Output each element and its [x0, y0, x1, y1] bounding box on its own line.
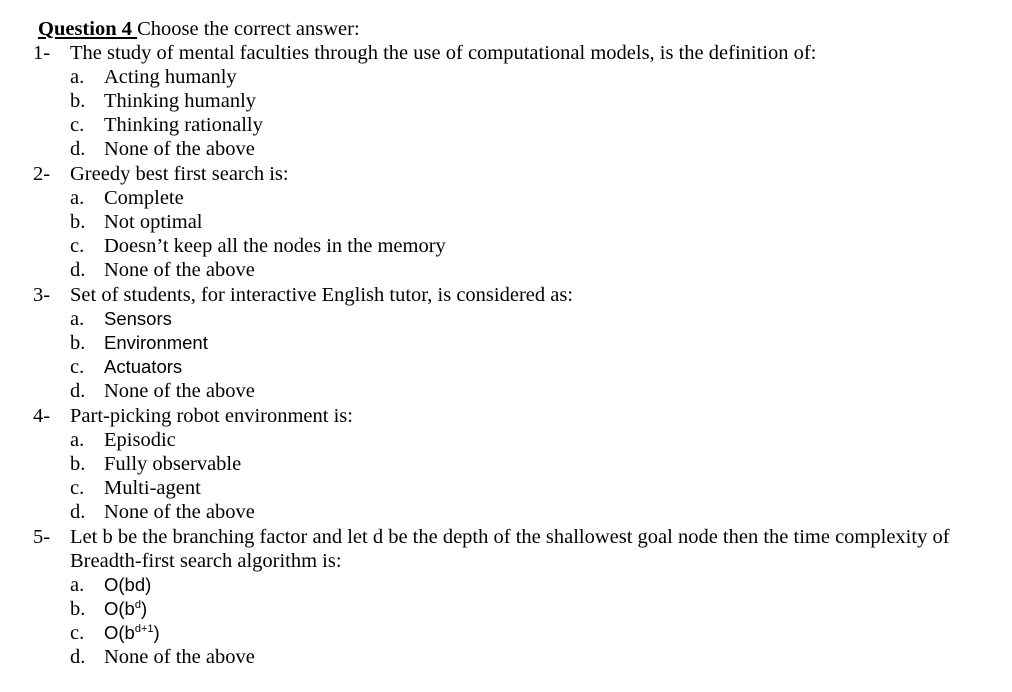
option-text: Environment	[104, 332, 208, 353]
option-text: Episodic	[104, 429, 176, 451]
option-formula	[104, 598, 147, 619]
option-letter: a.	[70, 574, 85, 596]
option-3b	[70, 331, 208, 355]
option-1d	[70, 137, 255, 161]
question-label: Question 4	[38, 18, 138, 40]
option-1a	[70, 65, 237, 89]
option-letter: a.	[70, 66, 85, 88]
option-letter: a.	[70, 187, 85, 209]
question-1	[33, 41, 816, 65]
question-3	[33, 283, 573, 307]
question-instruction: Choose the correct answer:	[137, 18, 360, 40]
option-text: Not optimal	[104, 211, 203, 233]
option-text: Doesn’t keep all the nodes in the memory	[104, 235, 446, 257]
option-letter: c.	[70, 235, 85, 257]
question-text: Let b be the branching factor and let d be the depth of the shallowest goal node then the time complexity of	[70, 526, 950, 548]
option-5a	[70, 573, 151, 597]
option-text: None of the above	[104, 380, 255, 402]
option-4a	[70, 428, 176, 452]
option-3a	[70, 307, 172, 331]
option-letter: c.	[70, 622, 85, 644]
formula-exponent: d+1	[134, 623, 154, 635]
option-4b	[70, 452, 241, 476]
question-text: The study of mental faculties through the use of computational models, is the definition of:	[70, 42, 817, 64]
option-2d	[70, 258, 255, 282]
option-letter: b.	[70, 211, 86, 233]
option-letter: b.	[70, 332, 86, 354]
question-4	[33, 404, 353, 428]
option-text: Fully observable	[104, 453, 242, 475]
question-number: 4-	[33, 405, 51, 427]
option-1b	[70, 89, 256, 113]
option-letter: d.	[70, 501, 86, 523]
option-letter: d.	[70, 259, 86, 281]
question-5	[33, 525, 950, 549]
formula-close: )	[153, 622, 160, 643]
question-heading	[38, 17, 360, 41]
option-letter: d.	[70, 646, 86, 668]
option-text: None of the above	[104, 646, 255, 668]
option-letter: b.	[70, 453, 86, 475]
formula-close: )	[140, 598, 148, 619]
question-number: 3-	[33, 284, 51, 306]
option-text: Complete	[104, 187, 184, 209]
option-3d	[70, 379, 255, 403]
option-letter: b.	[70, 90, 86, 112]
question-number: 1-	[33, 42, 51, 64]
option-letter: d.	[70, 138, 86, 160]
formula-base: O(b	[104, 598, 135, 619]
option-5d	[70, 645, 255, 669]
option-5c	[70, 621, 160, 645]
option-letter: c.	[70, 114, 85, 136]
question-5-continuation: Breadth-first search algorithm is:	[70, 550, 342, 572]
option-text: None of the above	[104, 138, 255, 160]
option-letter: c.	[70, 477, 85, 499]
question-text: Part-picking robot environment is:	[70, 405, 353, 427]
option-letter: b.	[70, 598, 86, 620]
option-letter: a.	[70, 429, 85, 451]
option-text: None of the above	[104, 259, 255, 281]
option-text: None of the above	[104, 501, 255, 523]
formula-base: O(b	[104, 622, 135, 643]
question-number: 2-	[33, 163, 51, 185]
option-2b	[70, 210, 203, 234]
option-1c	[70, 113, 263, 137]
question-text: Greedy best first search is:	[70, 163, 289, 185]
option-letter: d.	[70, 380, 86, 402]
option-text: Acting humanly	[104, 66, 237, 88]
option-text: Actuators	[104, 356, 183, 377]
option-2c	[70, 234, 446, 258]
option-formula	[104, 622, 160, 643]
option-letter: a.	[70, 308, 85, 330]
option-3c	[70, 355, 182, 379]
question-2	[33, 162, 289, 186]
question-number: 5-	[33, 526, 51, 548]
option-2a	[70, 186, 184, 210]
option-4c	[70, 476, 201, 500]
formula-exponent: d	[134, 599, 141, 611]
option-letter: c.	[70, 356, 85, 378]
option-text: Multi-agent	[104, 477, 201, 499]
option-text: Thinking humanly	[104, 90, 257, 112]
option-text: Sensors	[104, 308, 172, 329]
question-text: Set of students, for interactive English tutor, is considered as:	[70, 284, 574, 306]
option-4d	[70, 500, 255, 524]
option-5b	[70, 597, 147, 621]
option-text: Thinking rationally	[104, 114, 263, 136]
option-text: O(bd)	[104, 574, 152, 595]
